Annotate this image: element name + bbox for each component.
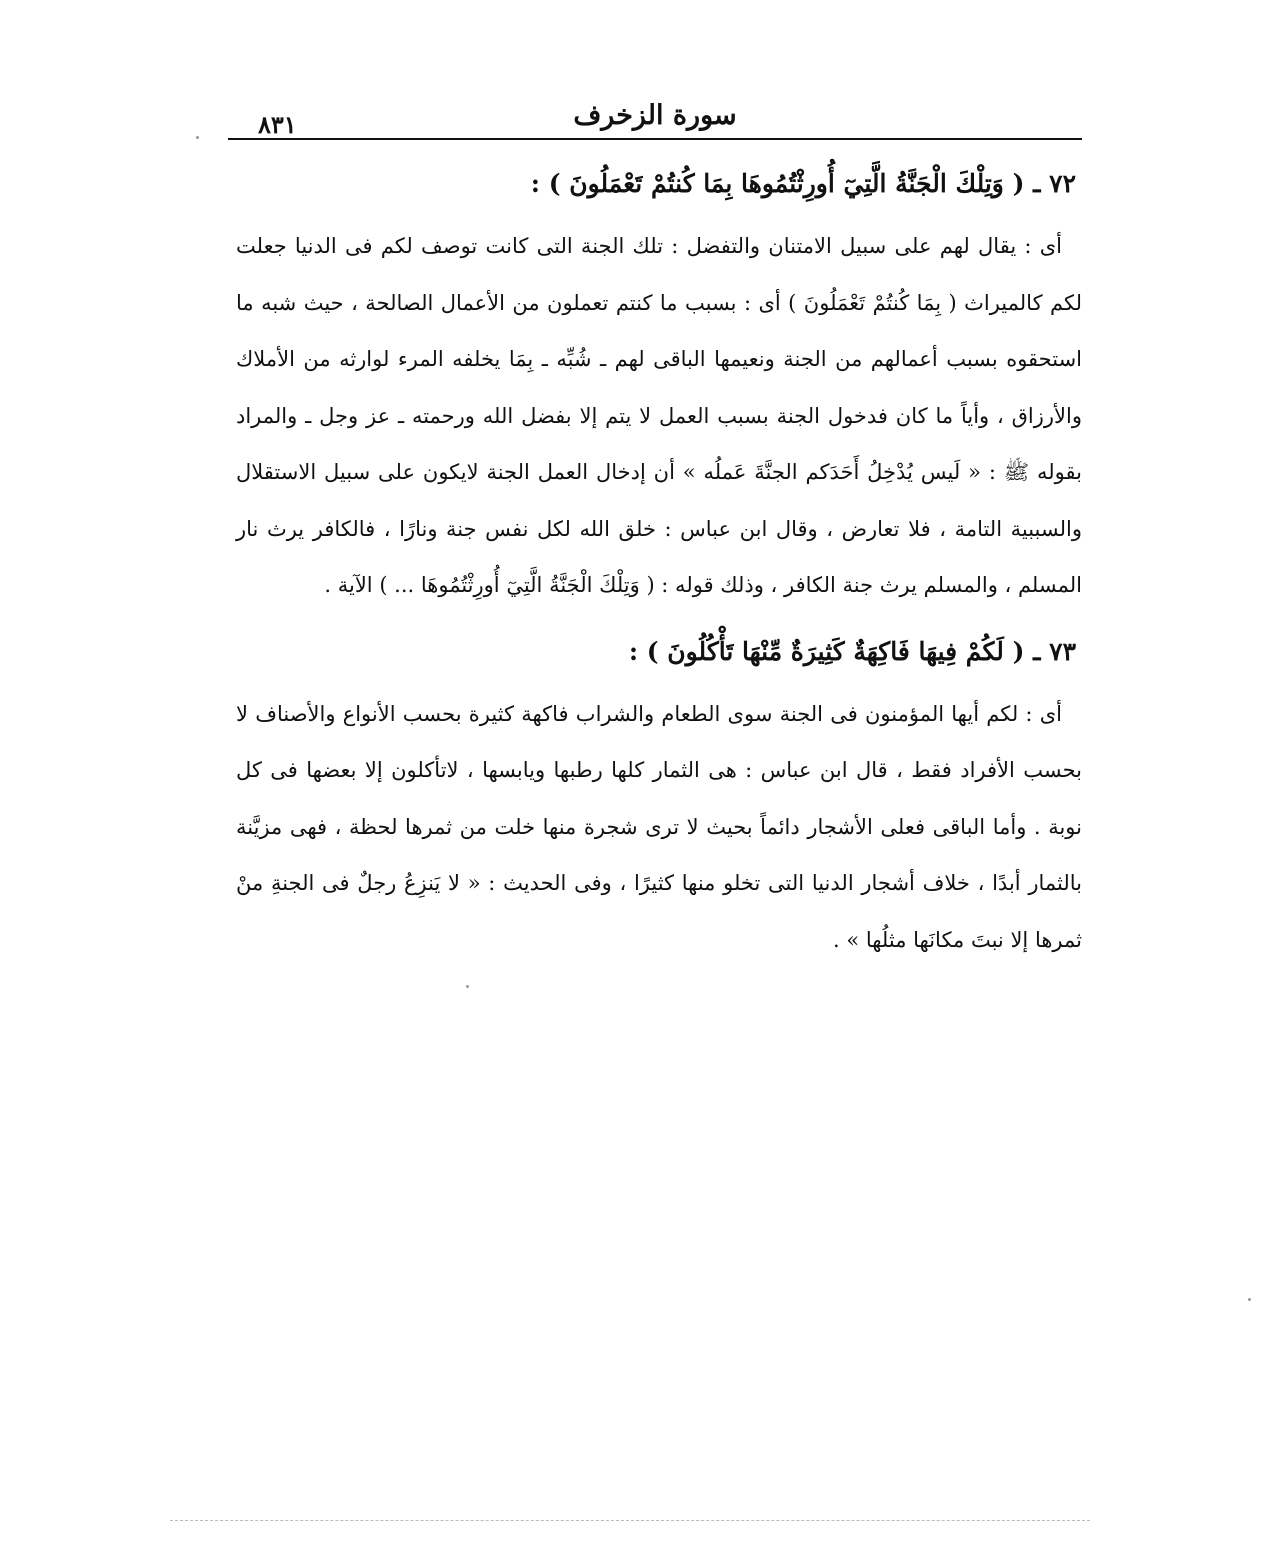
scan-speck [1248, 1298, 1251, 1301]
verse-heading: ٧٣ ـ ( لَكُمْ فِيهَا فَاكِهَةٌ كَثِيرَةٌ مِّنْهَا تَأْكُلُونَ ) : [628, 636, 1076, 666]
running-title: سورة الزخرف [573, 100, 737, 131]
page-header [228, 98, 1082, 140]
scan-edge-line [170, 1520, 1090, 1521]
body-text [236, 160, 1082, 968]
scan-speck [196, 136, 199, 139]
commentary-paragraph: أى : لكم أيها المؤمنون فى الجنة سوى الطعام والشراب فاكهة كثيرة بحسب الأنواع والأصناف لا بحسب الأفراد فقط ، قال ابن عباس : هى الثمار كلها رطبها ويابسها ، لاتأكلون إلا بعضها فى كل نوبة . وأما الباقى فعلى الأشجار دائماً بحيث لا ترى شجرة منها خلت من ثمرها لحظة ، فهى مزيَّنة بالثمار أبدًا ، خلاف أشجار الدنيا التى تخلو منها كثيرًا ، وفى الحديث : « لا يَنزِعُ رجلٌ فى الجنةِ منْ ثمرها إلا نبتَ مكانَها مثلُها » . [236, 701, 1082, 952]
scan-speck [466, 985, 469, 988]
commentary-paragraph: أى : يقال لهم على سبيل الامتنان والتفضل : تلك الجنة التى كانت توصف لكم فى الدنيا جعلت لكم كالميراث ( بِمَا كُنتُمْ تَعْمَلُونَ ) أى : بسبب ما كنتم تعملون من الأعمال الصالحة ، حيث شبه ما استحقوه بسبب أعمالهم من الجنة ونعيمها الباقى لهم ـ شُبِّه ـ بِمَا يخلفه المرء لوارثه من الأملاك والأرزاق ، وأياً ما كان فدخول الجنة بسبب العمل لا يتم إلا بفضل الله ورحمته ـ عز وجل ـ والمراد بقوله ﷺ : « لَيس يُدْخِلُ أَحَدَكم الجنَّةَ عَملُه » أن إدخال العمل الجنة لايكون على سبيل الاستقلال والسببية التامة ، فلا تعارض ، وقال ابن عباس : خلق الله لكل نفس جنة ونارًا ، فالكافر يرث نار المسلم ، والمسلم يرث جنة الكافر ، وذلك قوله : ( وَتِلْكَ الْجَنَّةُ الَّتِيٓ أُورِثْتُمُوهَا ... ) الآية . [236, 234, 1082, 597]
verse-heading: ٧٢ ـ ( وَتِلْكَ الْجَنَّةُ الَّتِيٓ أُورِثْتُمُوهَا بِمَا كُنتُمْ تَعْمَلُونَ ) : [530, 169, 1076, 198]
page-number: ٨٣١ [258, 110, 297, 139]
